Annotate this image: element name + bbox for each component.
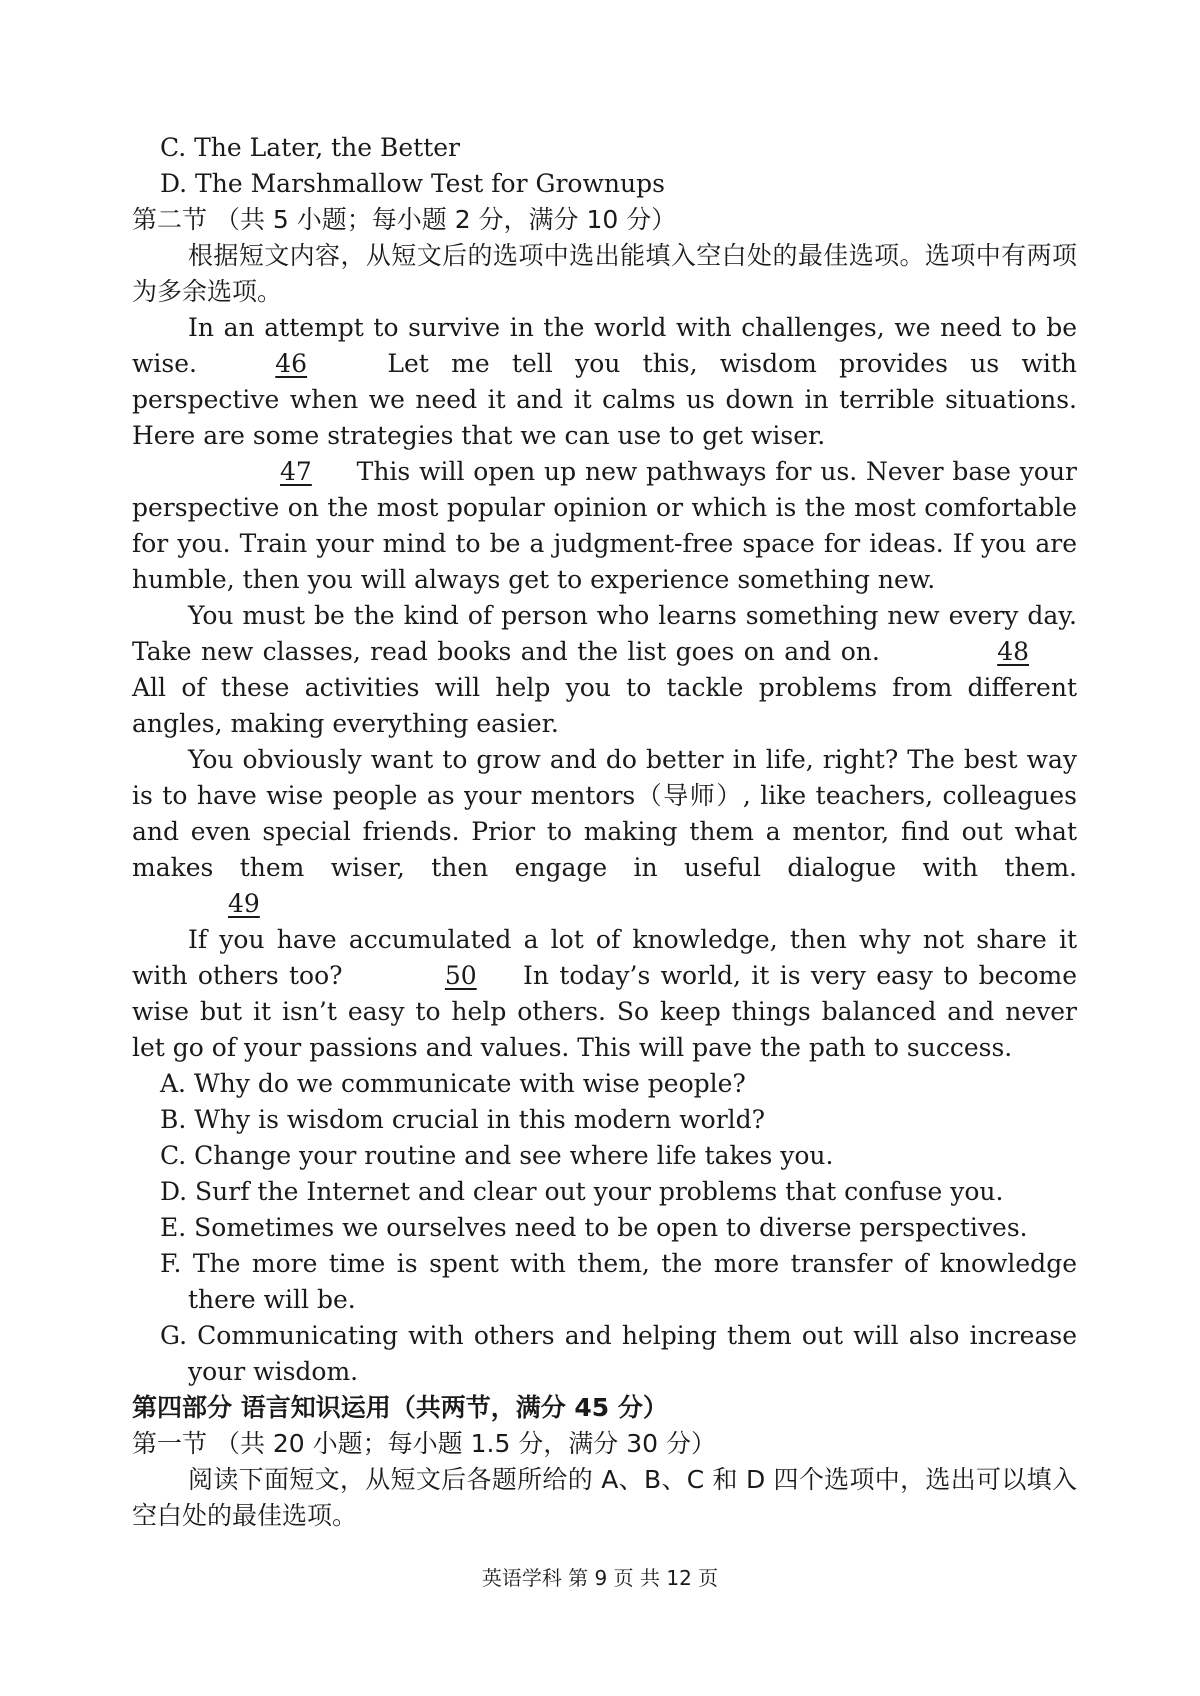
section2-heading: 第二节 （共 5 小题；每小题 2 分，满分 10 分）	[132, 205, 677, 234]
blank-47: 47	[280, 457, 312, 486]
paragraph-5	[132, 922, 1077, 1066]
option-b: B. Why is wisdom crucial in this modern world?	[160, 1105, 766, 1134]
prev-option-d: D. The Marshmallow Test for Grownups	[160, 169, 665, 198]
option-d: D. Surf the Internet and clear out your problems that confuse you.	[160, 1177, 1004, 1206]
option-e: E. Sometimes we ourselves need to be open to diverse perspectives.	[160, 1213, 1028, 1242]
paragraph-2-text: This will open up new pathways for us. Never base your perspective on the most popular opinion or which is the most comfortable for you. Train your mind to be a judgment-free space for ideas. If you are humble, then you will always get to experience something new.	[132, 457, 1077, 594]
part4-heading: 第四部分 语言知识运用（共两节，满分 45 分）	[132, 1393, 668, 1422]
option-f: F. The more time is spent with them, the more transfer of knowledge there will be.	[160, 1249, 1077, 1314]
paragraph-2	[132, 454, 1077, 598]
part4-instruction: 阅读下面短文，从短文后各题所给的 A、B、C 和 D 四个选项中，选出可以填入空白处的最佳选项。	[132, 1465, 1077, 1530]
option-g: G. Communicating with others and helping them out will also increase your wisdom.	[160, 1321, 1077, 1386]
page-content	[132, 130, 1077, 1534]
paragraph-3	[132, 598, 1077, 742]
paragraph-1-text-a: In an attempt to survive in the world with challenges, we need to be wise.	[132, 313, 1077, 378]
paragraph-1-text-b: Let me tell you this, wisdom provides us with perspective when we need it and it calms us down in terrible situations. Here are some strategies that we can use to get wiser.	[132, 349, 1078, 450]
paragraph-4-text: You obviously want to grow and do better in life, right? The best way is to have wise people as your mentors（导师）, like teachers, colleagues and even special friends. Prior to making them a mentor, find out what makes them wiser, then engage in useful dialogue with them.	[132, 745, 1077, 882]
paragraph-1	[132, 310, 1077, 454]
blank-49: 49	[228, 889, 260, 918]
paragraph-4	[132, 742, 1077, 922]
option-c: C. Change your routine and see where life takes you.	[160, 1141, 834, 1170]
part4-section1-heading: 第一节 （共 20 小题；每小题 1.5 分，满分 30 分）	[132, 1429, 717, 1458]
page-footer: 英语学科 第 9 页 共 12 页	[481, 1566, 719, 1590]
blank-48: 48	[997, 637, 1029, 666]
paragraph-3-text-a: You must be the kind of person who learns something new every day. Take new classes, read books and the list goes on and on.	[132, 601, 1077, 666]
blank-46: 46	[275, 349, 308, 378]
option-a: A. Why do we communicate with wise people?	[160, 1069, 746, 1098]
paragraph-5-text-b: In today’s world, it is very easy to become wise but it isn’t easy to help others. So keep things balanced and never let go of your passions and values. This will pave the path to success.	[132, 961, 1077, 1062]
prev-option-c: C. The Later, the Better	[160, 133, 460, 162]
paragraph-3-text-b: All of these activities will help you to tackle problems from different angles, making everything easier.	[132, 673, 1077, 738]
section2-instruction: 根据短文内容，从短文后的选项中选出能填入空白处的最佳选项。选项中有两项为多余选项。	[132, 241, 1077, 306]
paragraph-5-text-a: If you have accumulated a lot of knowledge, then why not share it with others too?	[132, 925, 1077, 990]
blank-50: 50	[444, 961, 477, 990]
